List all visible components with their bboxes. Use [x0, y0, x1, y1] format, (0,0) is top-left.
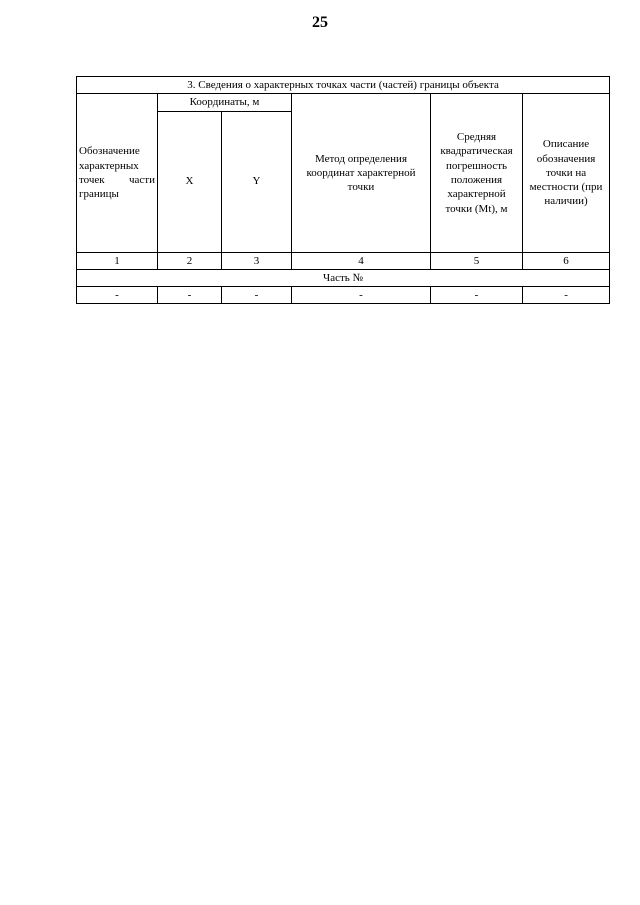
column-number-1: 1 [77, 252, 158, 269]
header-point-designation-line1: Обозначение [79, 145, 140, 158]
table-cell: - [292, 287, 431, 304]
column-number-6: 6 [523, 252, 610, 269]
table-cell: - [523, 287, 610, 304]
column-number-3: 3 [222, 252, 292, 269]
section-title: 3. Сведения о характерных точках части (частей) границы объекта [77, 77, 610, 94]
column-number-5: 5 [431, 252, 523, 269]
header-coordinates: Координаты, м [158, 94, 292, 111]
header-point-designation [77, 94, 158, 252]
table-cell: - [431, 287, 523, 304]
header-description: Описание обозначения точки на местности (при наличии) [523, 94, 610, 252]
column-number-2: 2 [158, 252, 222, 269]
table-cell: - [222, 287, 292, 304]
header-point-designation-line3: точек части [79, 173, 155, 186]
column-number-4: 4 [292, 252, 431, 269]
table-cell: - [158, 287, 222, 304]
page-number: 25 [312, 14, 328, 31]
header-point-designation-line4: границы [79, 188, 119, 201]
header-point-designation-line2: характерных [79, 159, 139, 172]
part-label: Часть № [77, 269, 610, 286]
header-y: Y [222, 111, 292, 252]
table-cell: - [77, 287, 158, 304]
header-x: X [158, 111, 222, 252]
header-method: Метод определения координат характерной точки [292, 94, 431, 252]
header-accuracy: Средняя квадратическая погрешность положения характерной точки (Mt), м [431, 94, 523, 252]
characteristic-points-table [76, 76, 610, 304]
